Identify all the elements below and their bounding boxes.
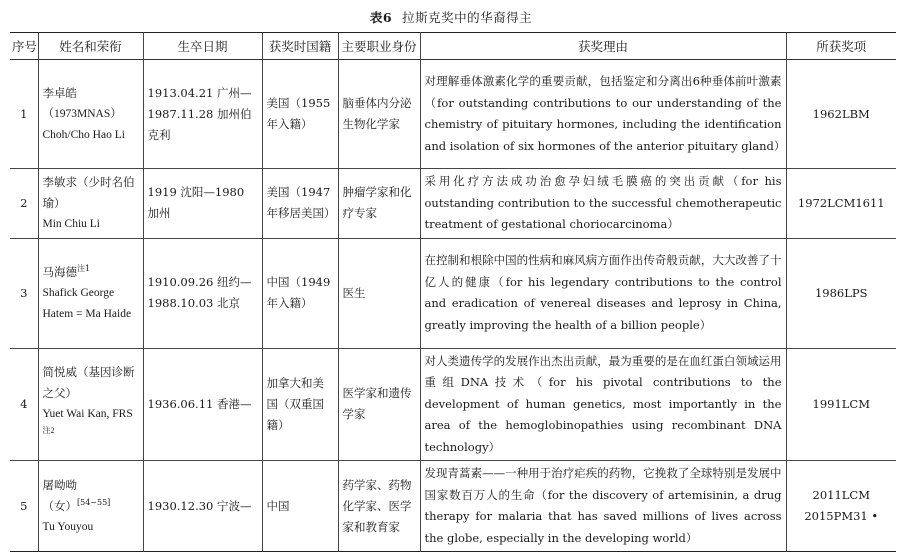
row-occupation: 药学家、药物化学家、医学家和教育家: [338, 461, 420, 552]
row-awards: [786, 348, 896, 461]
row-nationality: 中国: [262, 461, 338, 552]
award-item: 2011LCM: [812, 488, 870, 502]
name-en: Min Chiu Li: [42, 217, 101, 230]
row-index: 5: [20, 498, 28, 513]
row-awards: [786, 60, 896, 169]
table-row: [10, 348, 896, 461]
header-awards: 所获奖项: [786, 33, 896, 60]
award-item: 1986LPS: [814, 285, 868, 300]
table-caption: [0, 8, 902, 26]
header-nationality: 获奖时国籍: [262, 33, 338, 60]
row-dates: 1936.06.11 香港—: [143, 348, 262, 461]
header-name: 姓名和荣衔: [38, 33, 143, 60]
row-awards: [786, 238, 896, 348]
row-reason: 采用化疗方法成功治愈孕妇绒毛膜癌的突出贡献（for his outstanding contribution to the successful chemotherapeutic treatment of gestational choriocarcinoma）: [420, 169, 786, 239]
row-awards: [786, 169, 896, 239]
row-name: [38, 169, 143, 239]
award-item: 1962LBM: [812, 106, 870, 121]
row-index: 4: [20, 396, 28, 411]
row-nationality: 美国（1947年移居美国）: [262, 169, 338, 239]
table-row: [10, 60, 896, 169]
row-reason: 对理解垂体激素化学的重要贡献，包括鉴定和分离出6种垂体前叶激素（for outstanding contributions to our understanding of the chemistry of pituitary hormones, including the identification and isolation of six hormones of the anterior pituitary gland）: [420, 60, 786, 169]
row-index: 2: [20, 195, 28, 210]
header-occupation: 主要职业身份: [338, 33, 420, 60]
name-cn: 屠呦呦: [42, 477, 77, 492]
name-en: Choh/Cho Hao Li: [42, 128, 125, 141]
row-index: 1: [20, 106, 28, 121]
name-extra: （1973MNAS）: [42, 107, 122, 120]
row-nationality: 中国（1949年入籍）: [262, 238, 338, 348]
row-awards: [786, 461, 896, 552]
row-reason: 对人类遗传学的发展作出杰出贡献，最为重要的是在血红蛋白领域运用重组DNA技术（for his pivotal contributions to the development of human genetics, most importantly in the area of the hemoglobinopathies using recombinant DNA technology）: [420, 348, 786, 461]
table-row: [10, 238, 896, 348]
row-nationality: 加拿大和美国（双重国籍）: [262, 348, 338, 461]
name-en: Shafick George Hatem = Ma Haide: [42, 286, 132, 320]
header-index: 序号: [12, 38, 38, 54]
row-occupation: 脑垂体内分泌生物化学家: [338, 60, 420, 169]
row-occupation: 医生: [338, 238, 420, 348]
row-occupation: 肿瘤学家和化疗专家: [338, 169, 420, 239]
name-cn: 简悦威（基因诊断之父）: [42, 365, 135, 401]
lasker-laureates-table: [10, 32, 896, 552]
row-index: 3: [20, 285, 28, 300]
table-row: [10, 169, 896, 239]
table-title: 拉斯克奖中的华裔得主: [402, 10, 533, 25]
award-item: 2015PM31 •: [804, 509, 879, 523]
name-en: Yuet Wai Kan, FRS: [42, 408, 133, 421]
row-dates: 1913.04.21 广州—1987.11.28 加州伯克利: [143, 60, 262, 169]
row-dates: 1910.09.26 纽约—1988.10.03 北京: [143, 238, 262, 348]
row-dates: 1919 沈阳—1980 加州: [143, 169, 262, 239]
award-item: 1991LCM: [812, 396, 870, 411]
row-dates: 1930.12.30 宁波—: [143, 461, 262, 552]
row-reason: 在控制和根除中国的性病和麻风病方面作出传奇般贡献，大大改善了十亿人的健康（for his legendary contributions to the control and eradication of venereal diseases and leprosy in China, greatly improving the health of a billion people）: [420, 238, 786, 348]
header-dates: 生卒日期: [143, 33, 262, 60]
row-name: [38, 348, 143, 461]
table-row: [10, 461, 896, 552]
table-number: 表6: [369, 10, 393, 25]
name-cn: 李卓皓: [42, 85, 77, 100]
name-extra: （女）: [42, 498, 77, 513]
header-row: [10, 33, 896, 60]
citation-marker: [54~55]: [77, 497, 111, 507]
footnote-marker: 注2: [42, 426, 55, 436]
row-nationality: 美国（1955年入籍）: [262, 60, 338, 169]
row-occupation: 医学家和遗传学家: [338, 348, 420, 461]
row-name: [38, 238, 143, 348]
row-name: [38, 461, 143, 552]
header-reason: 获奖理由: [420, 33, 786, 60]
row-name: [38, 60, 143, 169]
name-en: Tu Youyou: [42, 520, 94, 533]
name-cn: 李敏求（少时名伯瑜）: [42, 174, 135, 210]
name-cn: 马海德: [42, 264, 77, 279]
row-reason: 发现青蒿素——一种用于治疗疟疾的药物，它挽救了全球特别是发展中国家数百万人的生命（for the discovery of artemisinin, a drug therapy for malaria that has saved millions of lives across the globe, especially in the developing world）: [420, 461, 786, 552]
award-item: 1972LCM1611: [797, 195, 885, 210]
footnote-marker: 注1: [77, 263, 91, 273]
